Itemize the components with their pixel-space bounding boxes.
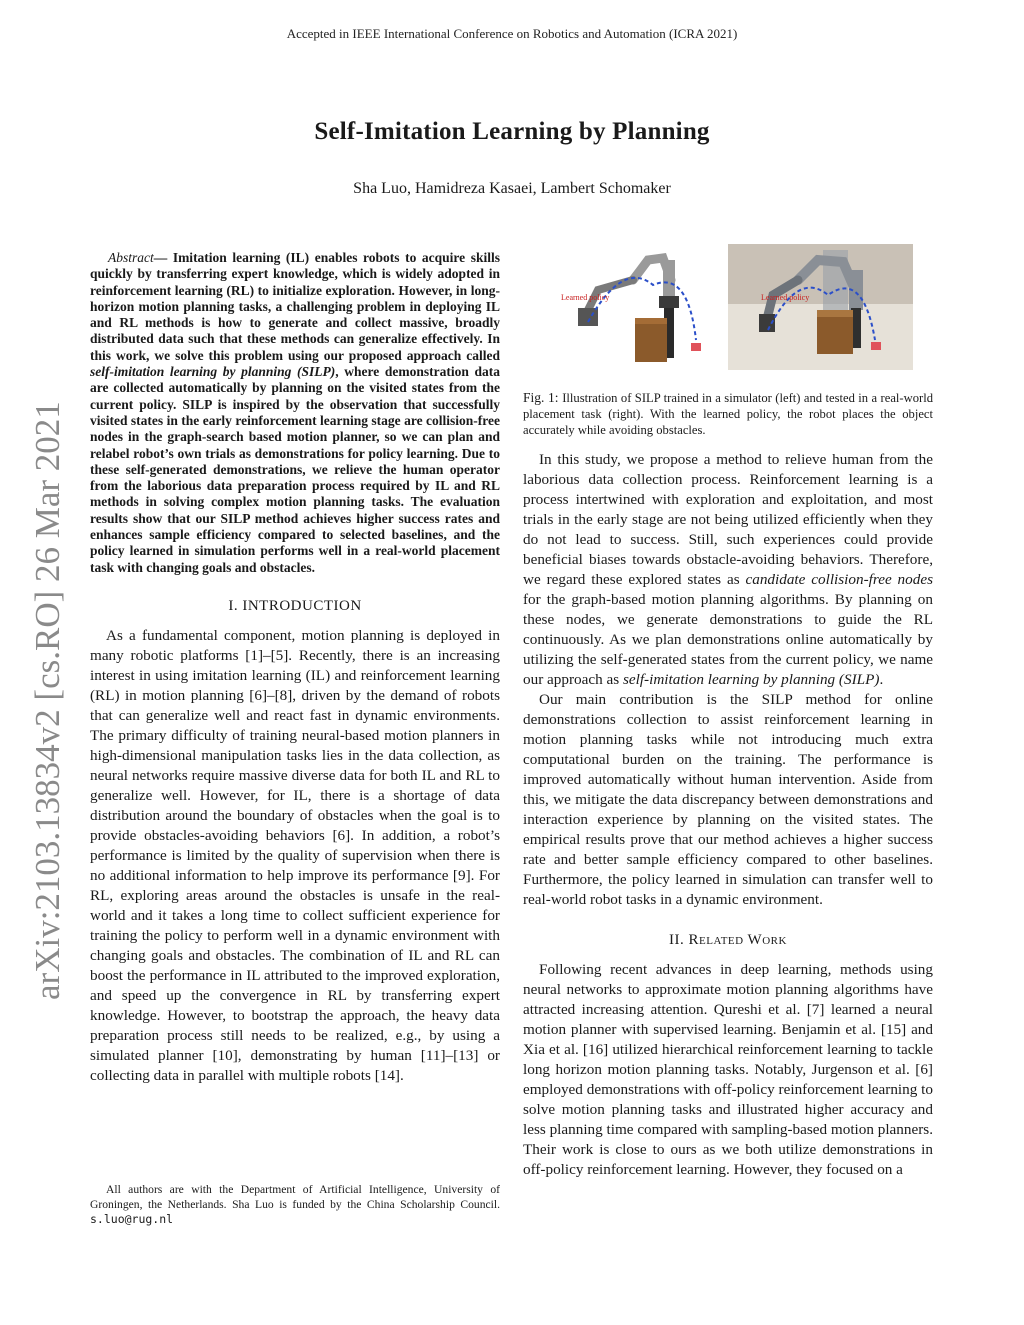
right-policy-label: Learned policy — [761, 293, 810, 302]
figure-1 — [523, 240, 933, 380]
intro-paragraph: As a fundamental component, motion planning is deployed in many robotic platforms [1]–[5]. Recently, there is an increasing interest in using imitation learning (IL) and reinforcement learning (RL) in motion planning [6]–[8], driven by the demand of robots that can generalize well and react fast in dynamic environments. The primary difficulty of training neural-based motion planners in high-dimensional manipulation tasks lies in the data collection, as neural networks require massive diverse data for both IL and RL to generalize well. However, for IL, there is a shortage of data distribution around the boundary of obstacles when the goal is to provide obstacles-avoiding behaviors [6]. In addition, a robot’s performance is limited by the quality of supervision when there is no additional information to help improve its performance [9]. For RL, exploring areas around the obstacles is unsafe in the real-world and it takes a long time to collect sufficient experience for training the policy to perform well in a dynamic environment with changing goals and obstacles. The combination of IL and RL can boost the performance in IL attributed to the improved exploration, and speed up the convergence in RL by transferring expert knowledge. However, to bootstrap the approach, the heavy data preparation process still needs to be realized, e.g., by using a simulated planner [10], demonstrating by human [11]–[13] or collecting data in parallel with multiple robots [14]. — [90, 626, 500, 1084]
section-title: Related Work — [688, 932, 787, 948]
abstract — [90, 250, 500, 576]
simulator-panel — [553, 240, 723, 370]
section-number: II. — [669, 932, 689, 948]
p1-text-a: In this study, we propose a method to relieve human from the laborious data collection process. Reinforcement learning is a process intertwined with exploration and exploitation, and most trials in the early stage are not being utilized efficiently when they do not lead to success. Still, such experiences could provide beneficial biases towards obstacle-avoiding behaviors. Therefore, we regard these explored states as — [523, 451, 933, 588]
figure-1-image — [523, 240, 933, 380]
conference-note: Accepted in IEEE International Conference on Robotics and Automation (ICRA 2021) — [286, 26, 738, 41]
abstract-method-name: self-imitation learning by planning (SILP) — [90, 364, 336, 380]
obstacle-box — [635, 318, 667, 362]
p1-text-b: for the graph-based motion planning algorithms. By planning on these nodes, we generate demonstrations to guide the RL continuously. As we plan demonstrations online automatically by utilizing the self-generated states from the current policy, we name our approach as — [523, 591, 933, 688]
paper-title: Self-Imitation Learning by Planning — [314, 118, 710, 145]
arxiv-identifier: arXiv:2103.13834v2 [cs.RO] 26 Mar 2021 — [28, 401, 67, 1000]
p1-text-c: . — [879, 671, 884, 688]
right-paragraph-3: Following recent advances in deep learning, methods using neural networks to approximate motion planning algorithms have attracted increasing attention. Qureshi et al. [7] learned a neural motion planner with supervised learning. Benjamin et al. [15] and Xia et al. [16] utilized hierarchical reinforcement learning to tackle long horizon motion planning tasks. Notably, Jurgenson et al. [6] employed demonstrations with off-policy reinforcement learning to solve motion planning tasks and illustrated higher accuracy and less planning time compared with sampling-based motion planners. Their work is close to ours as we both utilize demonstrations in off-policy reinforcement learning. However, they focused on a — [523, 961, 933, 1178]
author-list: Sha Luo, Hamidreza Kasaei, Lambert Schomaker — [353, 180, 671, 197]
p1-italic-2: self-imitation learning by planning (SILP) — [622, 671, 880, 688]
abstract-text-1: Imitation learning (IL) enables robots to acquire skills quickly by transferring expert knowledge, which is widely adopted in reinforcement learning (RL) to initialize exploration. However, in long-horizon motion planning tasks, a challenging problem in deploying IL and RL methods is how to generate and collect massive, broadly distributed data such that these methods can generalize effectively. In this work, we solve this problem using our proposed approach called — [90, 250, 500, 363]
section-heading-introduction — [90, 596, 500, 616]
gripper — [578, 308, 598, 326]
right-paragraph-2: Our main contribution is the SILP method for online demonstrations collection to assist reinforcement learning in motion planning tasks while not introducing much extra computational burden on the training. The performance is improved automatically without human intervention. Aside from this, we mitigate the data discrepancy between demonstrations and interaction experience by planning on the visited states. The empirical results prove that our method achieves a higher success rate and better sample efficiency compared to other baselines. Furthermore, the policy learned in simulation can transfer well to real-world robot tasks in a dynamic environment. — [523, 691, 933, 908]
abstract-text-2: , where demonstration data are collected automatically by planning on the visited states from the current policy. SILP is inspired by the observation that successfully visited states in the early reinforcement learning stage are collision-free nodes in the graph-search based motion planner, so we can plan and relabel robot’s own trials as demonstrations for policy learning. Due to these self-generated demonstrations, we relieve the human operator from the laborious data preparation process required by IL and RL methods in solving complex motion planning tasks. The evaluation results show that our SILP method achieves higher success rates and enhances sample efficiency compared to selected baselines, and the policy learned in simulation performs well in a real-world placement task with changing goals and obstacles. — [90, 364, 500, 575]
real-world-panel — [728, 244, 913, 370]
left-policy-label: Learned policy — [561, 293, 610, 302]
section-number: I. — [228, 597, 243, 614]
right-paragraph-1 — [523, 450, 933, 690]
right-column — [523, 450, 933, 1180]
abstract-dash: — — [153, 250, 173, 265]
goal-marker — [691, 343, 701, 351]
p1-italic-1: candidate collision-free nodes — [745, 571, 933, 588]
abstract-label: Abstract — [108, 250, 154, 265]
footnote-email: s.luo@rug.nl — [90, 1212, 174, 1226]
left-column — [90, 250, 500, 1086]
footnote — [90, 1183, 500, 1228]
caption-label: Fig. 1: — [523, 390, 563, 405]
figure-1-caption — [523, 390, 933, 438]
section-heading-related-work — [523, 930, 933, 950]
caption-text: Illustration of SILP trained in a simulator (left) and tested in a real-world placement task (right). With the learned policy, the robot places the object accurately while avoiding obstacles. — [523, 391, 933, 437]
section-title: INTRODUCTION — [242, 597, 362, 614]
footnote-text: All authors are with the Department of Artificial Intelligence, University of Groningen, the Netherlands. Sha Luo is funded by the China Scholarship Council. — [90, 1183, 500, 1211]
